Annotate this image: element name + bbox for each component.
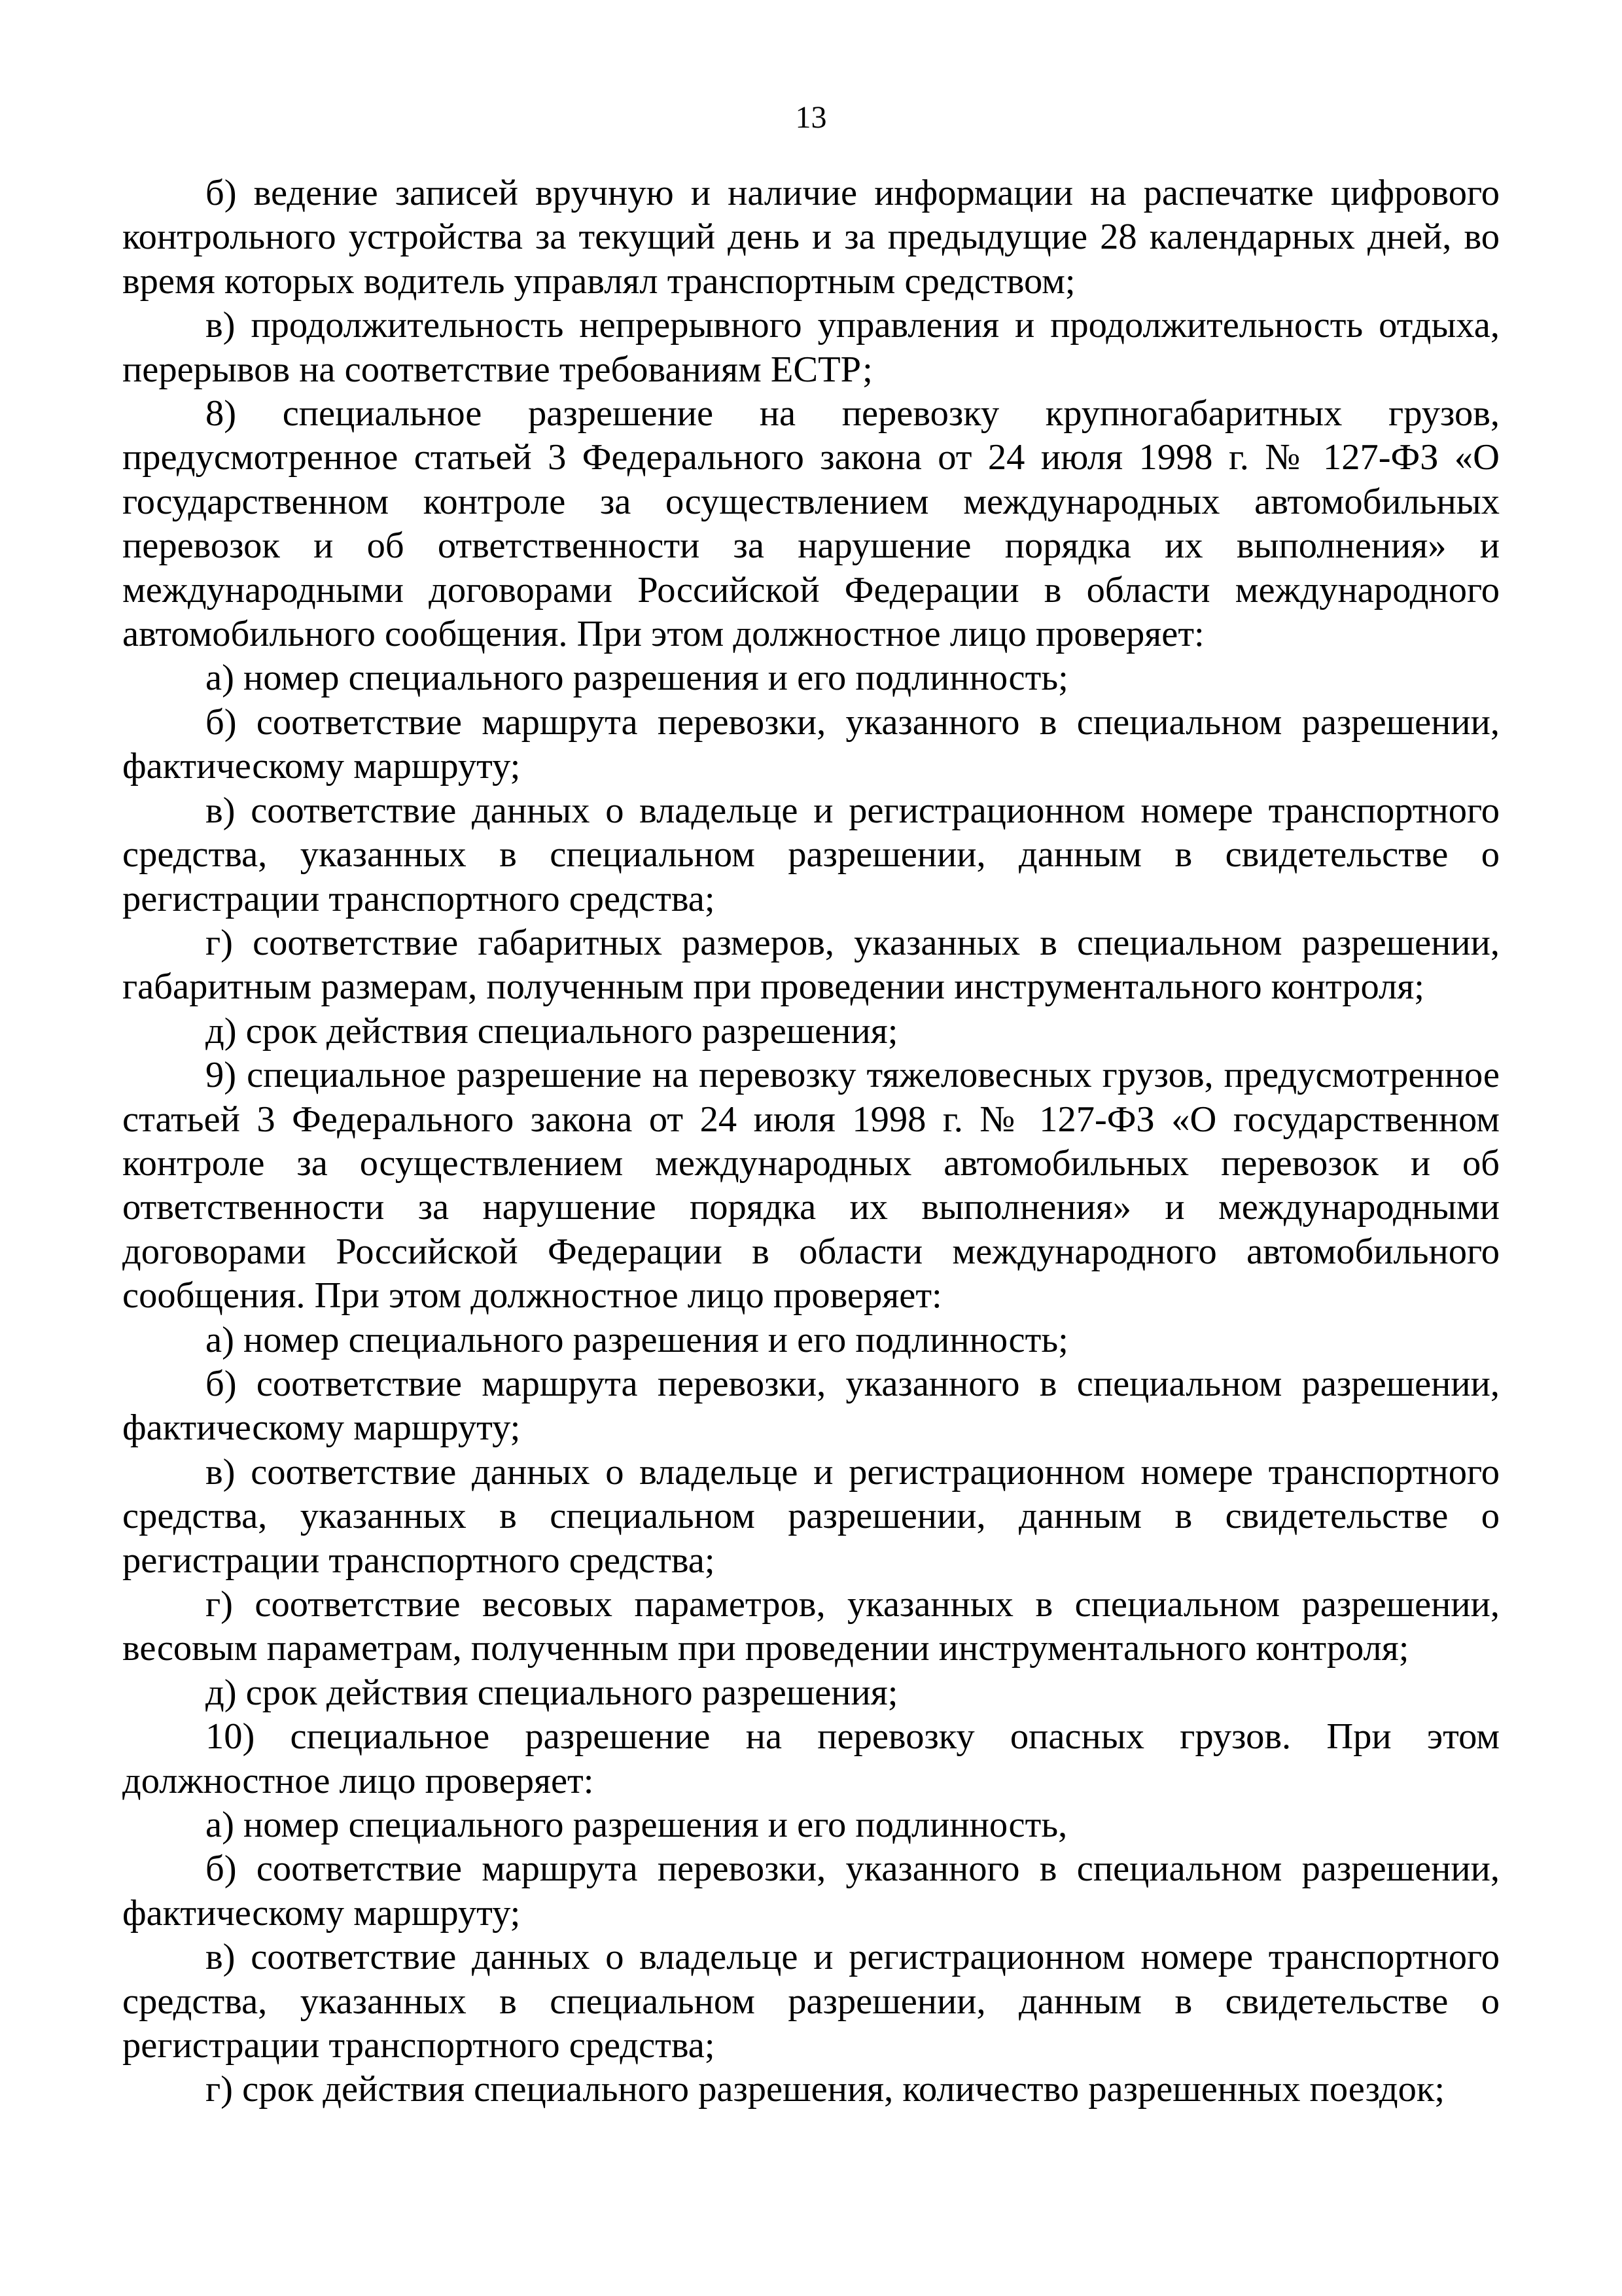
paragraph-9d-validity: д) срок действия специального разрешения; [205, 1672, 898, 1713]
paragraph-8g-dimensions: г) соответствие габаритных размеров, указанных в специальном разрешении, габаритным размерам, полученным при проведении инструментального контроля; [122, 922, 1500, 1008]
paragraph-8d-validity: д) срок действия специального разрешения; [205, 1010, 898, 1051]
paragraph-9a-permit-number: а) номер специального разрешения и его подлинность; [205, 1319, 1068, 1360]
paragraph-8-oversized-permit: 8) специальное разрешение на перевозку крупногабаритных грузов, предусмотренное статьей 3 Федерального закона от 24 июля 1998 г. № 127-ФЗ «О государственном контроле за осуществлением международных автомобильных перевозок и об ответственности за нарушение порядка их выполнения» и международными договорами Российской Федерации в области международного автомобильного сообщения. При этом должностное лицо проверяет: [122, 393, 1500, 655]
paragraph-8v-owner-data: в) соответствие данных о владельце и регистрационном номере транспортного средства, указанных в специальном разрешении, данным в свидетельстве о регистрации транспортного средства; [122, 790, 1500, 919]
paragraph-9v-owner-data: в) соответствие данных о владельце и регистрационном номере транспортного средства, указанных в специальном разрешении, данным в свидетельстве о регистрации транспортного средства; [122, 1451, 1500, 1581]
paragraph-8b-route: б) соответствие маршрута перевозки, указанного в специальном разрешении, фактическому маршруту; [122, 701, 1500, 787]
page-number: 13 [795, 100, 827, 135]
paragraph-8a-permit-number: а) номер специального разрешения и его подлинность; [205, 658, 1068, 699]
paragraph-10b-route: б) соответствие маршрута перевозки, указанного в специальном разрешении, фактическому маршруту; [122, 1848, 1500, 1934]
paragraph-9b-route: б) соответствие маршрута перевозки, указанного в специальном разрешении, фактическому маршруту; [122, 1363, 1500, 1449]
paragraph-10v-owner-data: в) соответствие данных о владельце и регистрационном номере транспортного средства, указанных в специальном разрешении, данным в свидетельстве о регистрации транспортного средства; [122, 1937, 1500, 2066]
paragraph-10a-permit-number: а) номер специального разрешения и его подлинность, [205, 1805, 1068, 1846]
paragraph-b-records: б) ведение записей вручную и наличие информации на распечатке цифрового контрольного устройства за текущий день и за предыдущие 28 календарных дней, во время которых водитель управлял транспортным средством; [122, 173, 1500, 302]
paragraph-10g-validity-trips: г) срок действия специального разрешения, количество разрешенных поездок; [205, 2069, 1445, 2110]
paragraph-10-dangerous-permit: 10) специальное разрешение на перевозку опасных грузов. При этом должностное лицо проверяет: [122, 1716, 1500, 1801]
paragraph-9-heavy-permit: 9) специальное разрешение на перевозку тяжеловесных грузов, предусмотренное статьей 3 Федерального закона от 24 июля 1998 г. № 127-ФЗ «О государственном контроле за осуществлением международных автомобильных перевозок и об ответственности за нарушение порядка их выполнения» и международными договорами Российской Федерации в области международного автомобильного сообщения. При этом должностное лицо проверяет: [122, 1055, 1500, 1316]
document-body [122, 171, 1500, 2112]
paragraph-9g-weight: г) соответствие весовых параметров, указанных в специальном разрешении, весовым параметрам, полученным при проведении инструментального контроля; [122, 1584, 1500, 1669]
paragraph-v-driving-duration: в) продолжительность непрерывного управления и продолжительность отдыха, перерывов на соответствие требованиям ЕСТР; [122, 305, 1500, 390]
